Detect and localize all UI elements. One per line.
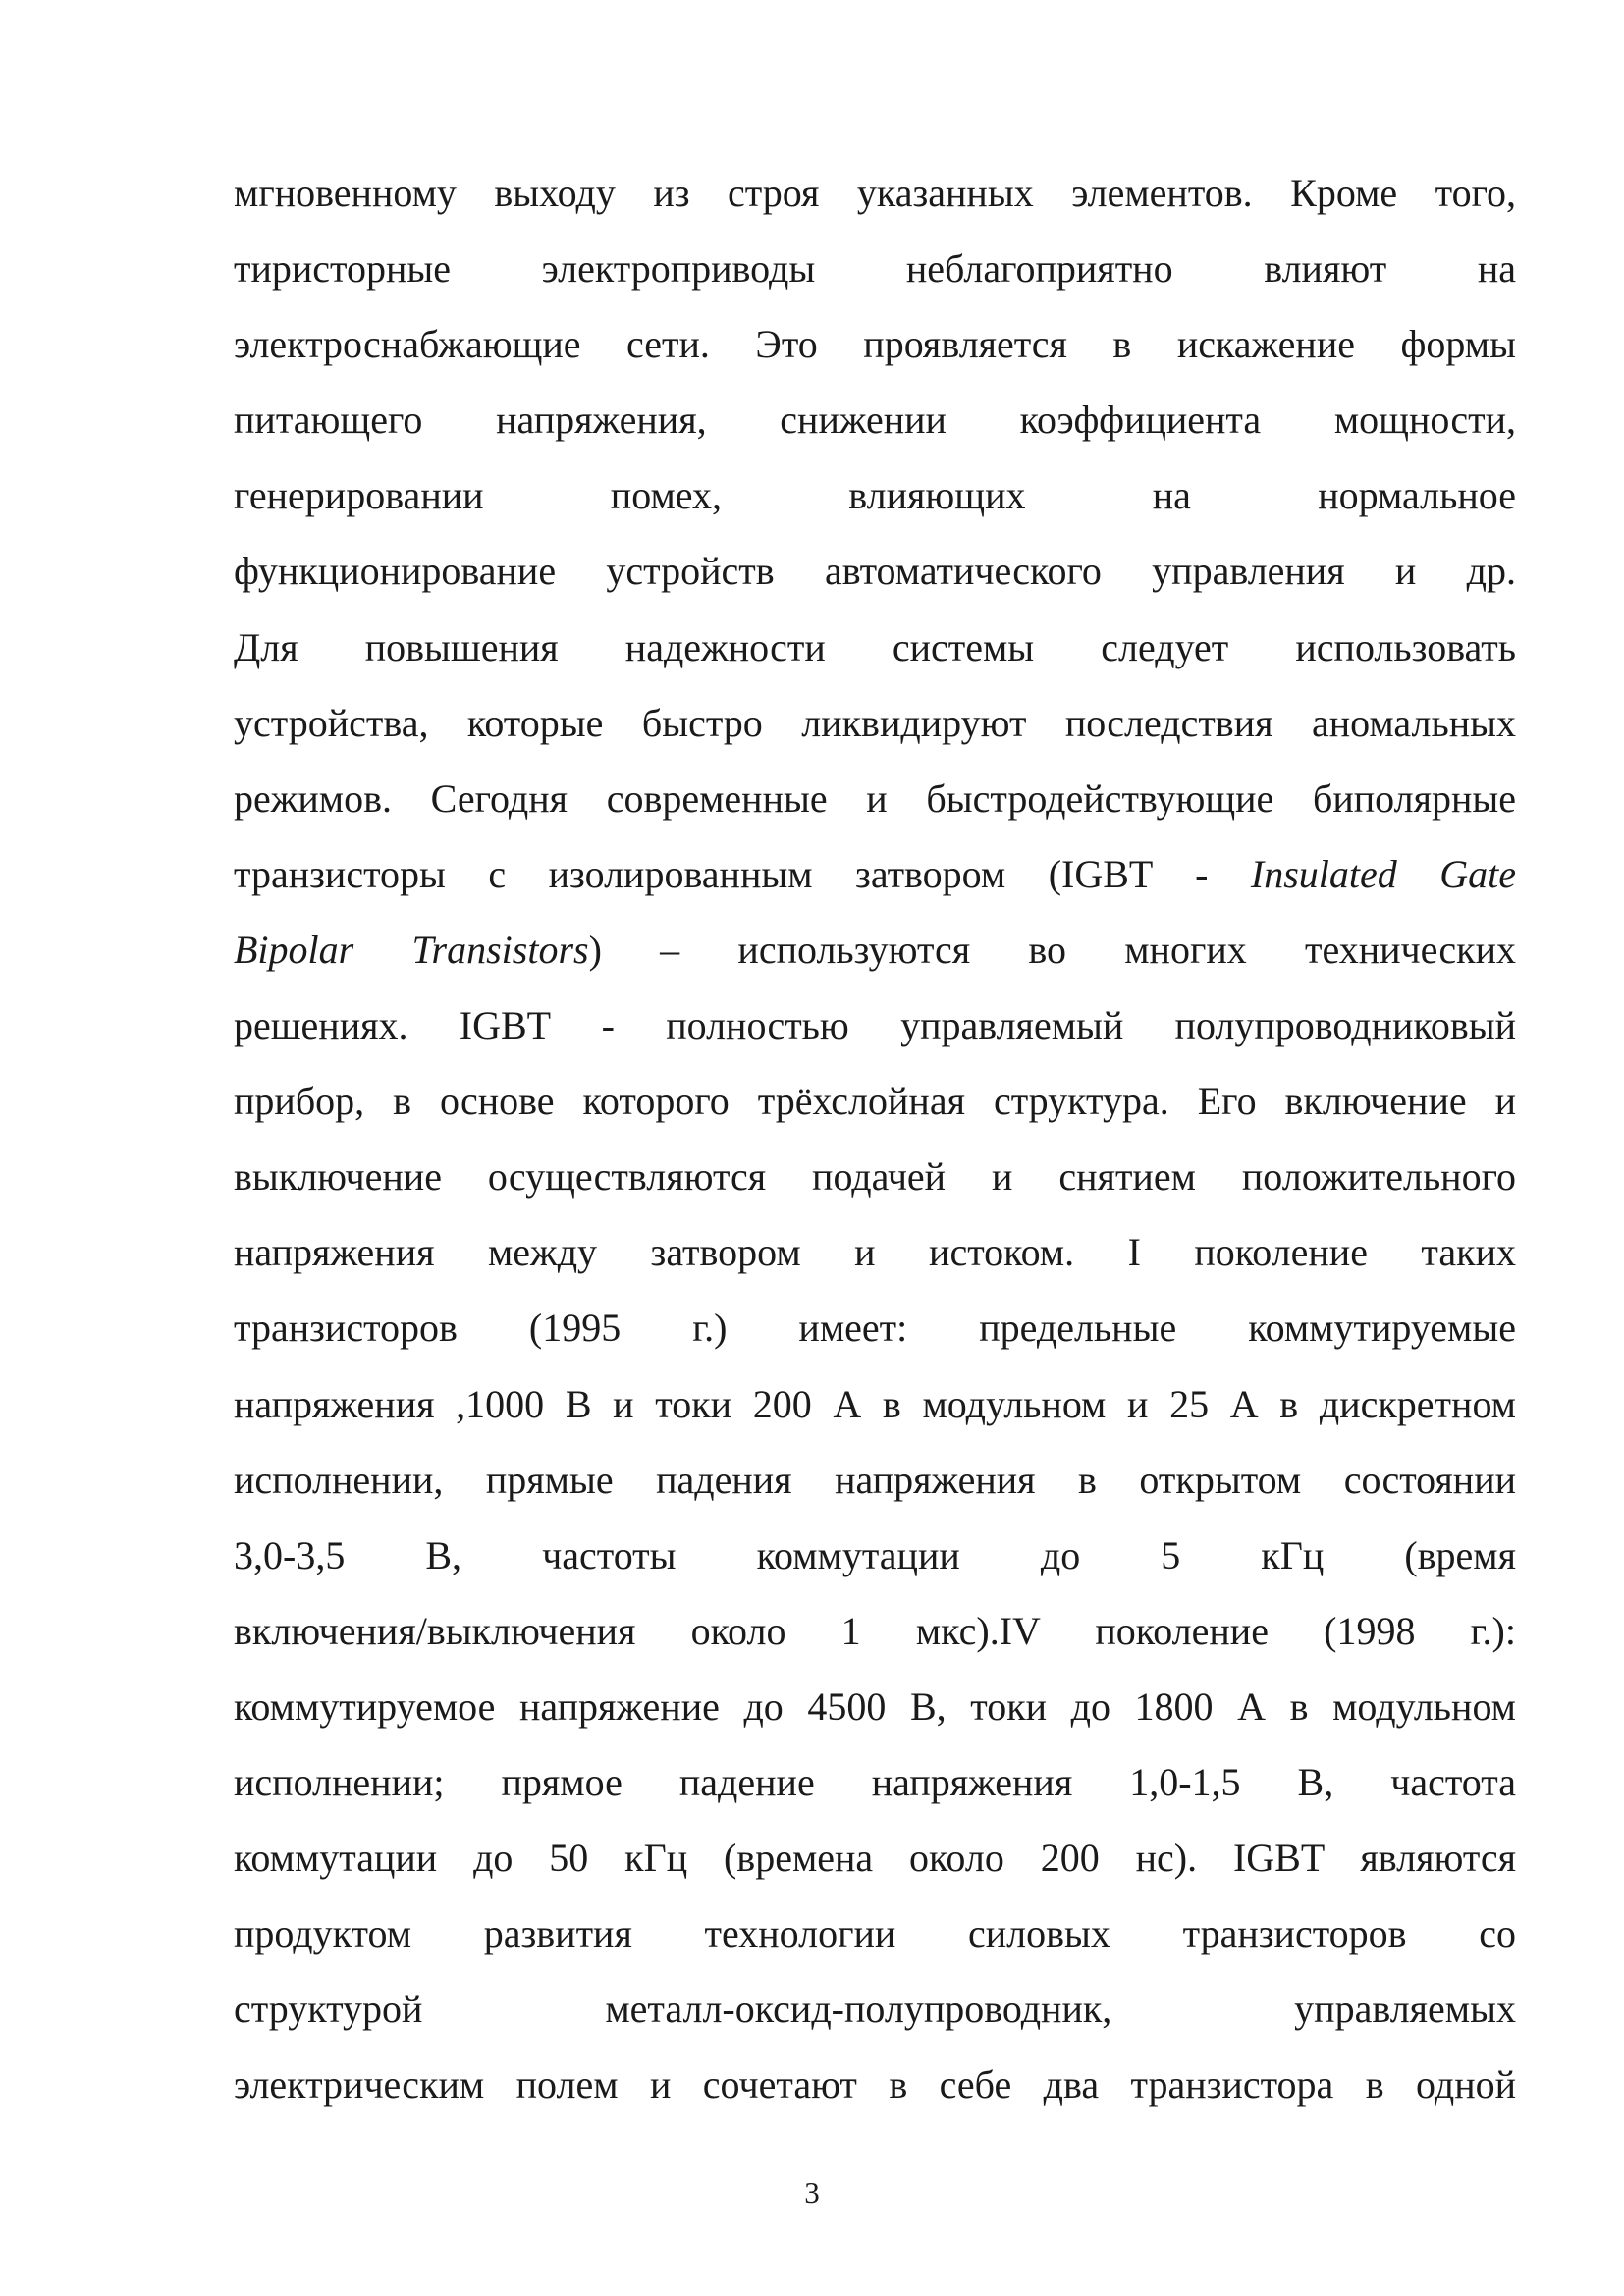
text-line (234, 1744, 1516, 1820)
text-segment: мгновенному выходу из строя указанных элементов. Кроме того, (234, 171, 1516, 215)
text-line (234, 1442, 1516, 1518)
text-segment: коммутируемое напряжение до 4500 В, токи до 1800 А в модульном (234, 1683, 1516, 1729)
text-line (234, 1593, 1516, 1669)
text-line (234, 610, 1516, 685)
italic-text-segment: Insulated Gate (1250, 851, 1516, 896)
text-line (234, 912, 1516, 988)
text-line (234, 457, 1516, 533)
text-line (234, 382, 1516, 457)
text-segment: коммутации до 50 кГц (времена около 200 нс). IGBT являются (234, 1836, 1516, 1881)
text-line (234, 1214, 1516, 1290)
text-segment: режимов. Сегодня современные и быстродействующие биполярные (234, 775, 1516, 821)
text-segment: решениях. IGBT - полностью управляемый полупроводниковый (234, 1003, 1516, 1048)
text-segment: электроснабжающие сети. Это проявляется в искажение формы (234, 322, 1516, 367)
text-line (234, 685, 1516, 761)
text-segment: исполнении; прямое падение напряжения 1,0-1,5 В, частота (234, 1759, 1516, 1804)
text-line (234, 155, 1516, 231)
text-segment: тиристорные электроприводы неблагоприятно влияют на (234, 246, 1516, 292)
text-segment: функционирование устройств автоматического управления и др. (234, 549, 1516, 594)
text-segment: транзисторов (1995 г.) имеет: предельные коммутируемые (234, 1306, 1516, 1351)
text-line (234, 1896, 1516, 1971)
body-text (234, 155, 1516, 2122)
text-segment: питающего напряжения, снижении коэффициента мощности, (234, 398, 1516, 443)
text-segment: исполнении, прямые падения напряжения в открытом состоянии (234, 1457, 1516, 1502)
text-line (234, 1290, 1516, 1365)
text-segment: выключение осуществляются подачей и снятием положительного (234, 1154, 1516, 1200)
text-segment: транзисторы с изолированным затвором (IGBT - (234, 851, 1251, 896)
text-segment: структурой металл-оксид-полупроводник, управляемых (234, 1987, 1516, 2032)
text-segment: включения/выключения около 1 мкс).IV поколение (1998 г.): (234, 1608, 1516, 1653)
text-line (234, 1518, 1516, 1593)
text-line (234, 836, 1516, 912)
text-segment: устройства, которые быстро ликвидируют последствия аномальных (234, 700, 1516, 745)
page-number: 3 (804, 2175, 820, 2210)
text-segment: напряжения между затвором и истоком. I поколение таких (234, 1230, 1516, 1275)
text-segment: напряжения ,1000 В и токи 200 А в модульном и 25 А в дискретном (234, 1381, 1516, 1426)
text-segment: Для повышения надежности системы следует использовать (234, 624, 1516, 669)
text-line (234, 761, 1516, 836)
text-line (234, 306, 1516, 382)
text-line (234, 1139, 1516, 1214)
text-line (234, 1669, 1516, 1744)
text-line (234, 1820, 1516, 1896)
text-line (234, 988, 1516, 1063)
text-line (234, 1971, 1516, 2047)
text-line (234, 231, 1516, 306)
text-segment: прибор, в основе которого трёхслойная структура. Его включение и (234, 1079, 1516, 1124)
text-segment: продуктом развития технологии силовых транзисторов со (234, 1911, 1516, 1956)
text-line (234, 1063, 1516, 1139)
text-segment: ) – используются во многих технических (588, 927, 1516, 972)
text-line (234, 1366, 1516, 1442)
text-segment: генерировании помех, влияющих на нормальное (234, 473, 1516, 518)
text-line (234, 533, 1516, 609)
text-line (234, 2047, 1516, 2122)
italic-text-segment: Bipolar Transistors (234, 927, 589, 972)
text-segment: 3,0-3,5 В, частоты коммутации до 5 кГц (время (234, 1532, 1516, 1577)
text-segment: электрическим полем и сочетают в себе два транзистора в одной (234, 2062, 1516, 2108)
